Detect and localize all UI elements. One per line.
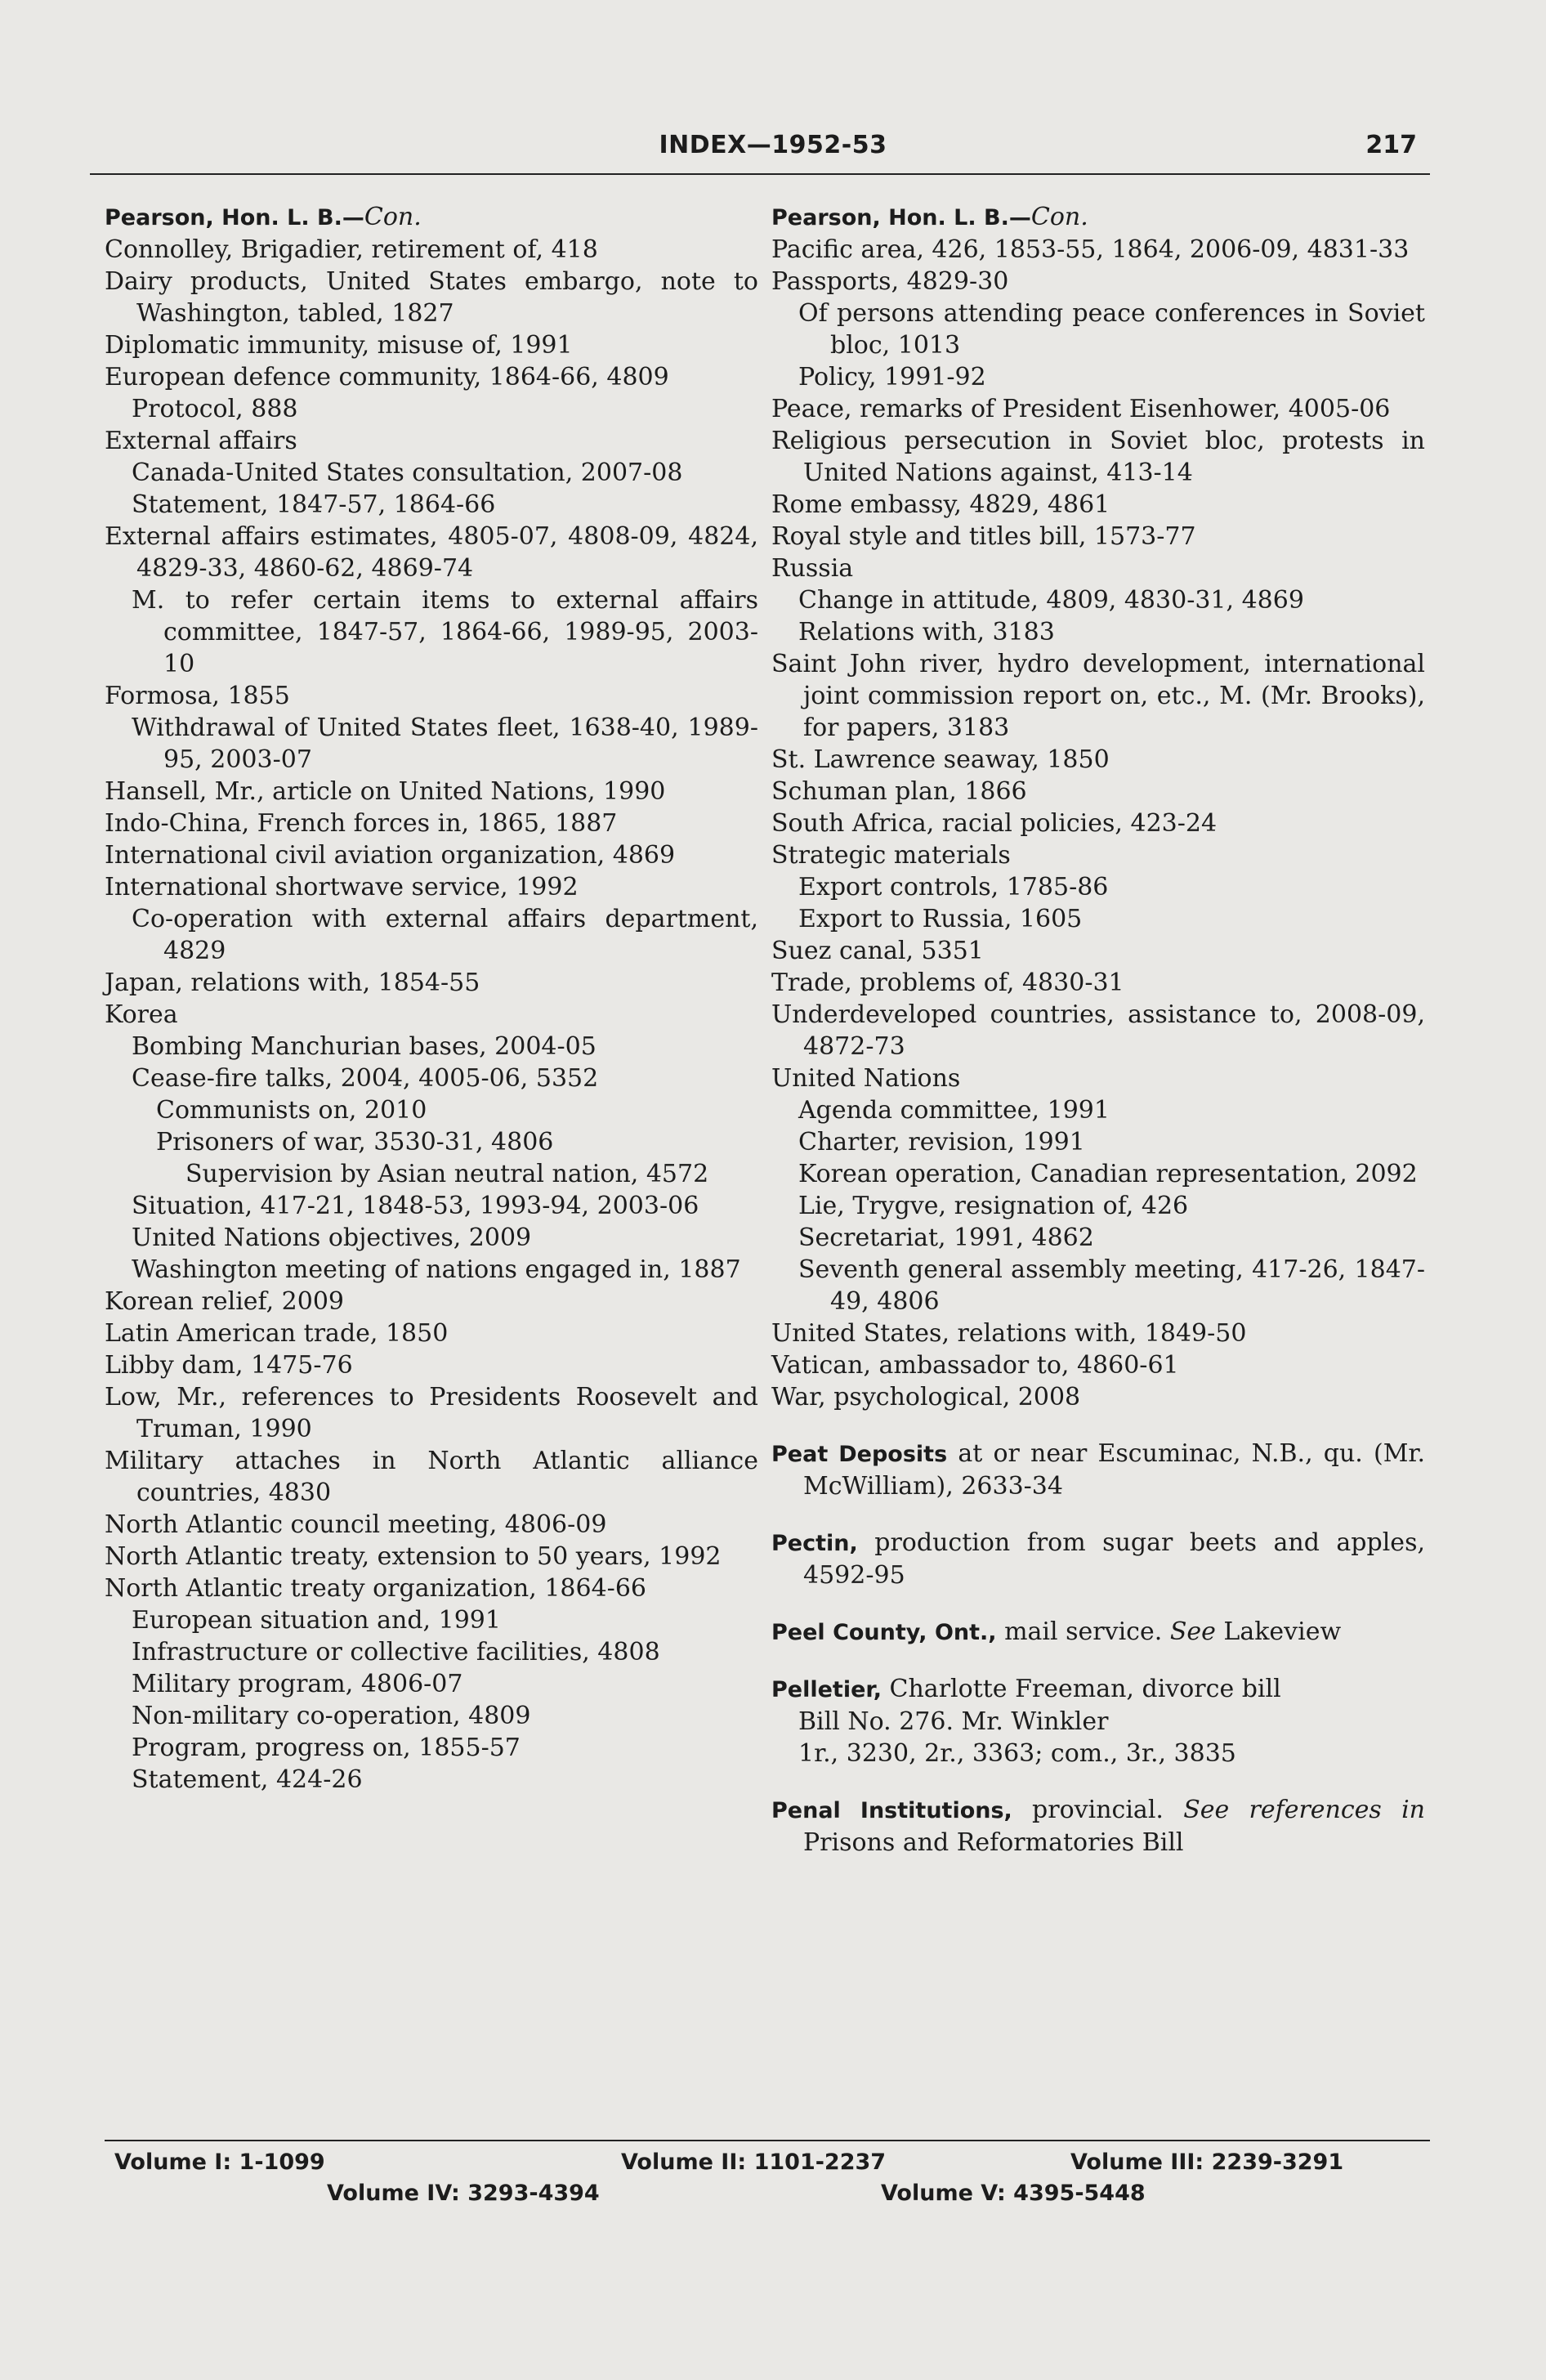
entry-text: Trade, problems of, 4830-31	[771, 969, 1124, 997]
entry-text: St. Lawrence seaway, 1850	[771, 745, 1110, 774]
entry-text: Washington meeting of nations engaged in, 1887	[132, 1255, 741, 1284]
entry-text: South Africa, racial policies, 423-24	[771, 809, 1218, 838]
entry-text: Diplomatic immunity, misuse of, 1991	[105, 331, 573, 360]
index-entry	[105, 1541, 758, 1572]
index-entry	[105, 521, 758, 584]
entry-text: Export to Russia, 1605	[798, 905, 1083, 933]
index-entry	[105, 425, 758, 457]
index-entry	[105, 839, 758, 871]
footer-divider	[105, 2140, 1430, 2141]
index-entry	[771, 776, 1425, 808]
index-entry	[105, 1732, 758, 1764]
index-entry	[105, 903, 758, 967]
entry-text: mail service.	[996, 1617, 1170, 1646]
index-entry	[105, 1318, 758, 1349]
entry-text: United Nations objectives, 2009	[132, 1224, 532, 1252]
entry-text: Passports, 4829-30	[771, 267, 1009, 296]
footer-volume-4: Volume IV: 3293-4394	[327, 2181, 600, 2206]
index-entry	[771, 744, 1425, 776]
index-entry	[771, 425, 1425, 489]
footer-volume-5: Volume V: 4395-5448	[881, 2181, 1146, 2206]
page-title: INDEX—1952-53	[659, 131, 887, 159]
entry-text: European situation and, 1991	[132, 1606, 501, 1635]
entry-text: 1r., 3230, 2r., 3363; com., 3r., 3835	[798, 1739, 1236, 1768]
index-entry	[105, 808, 758, 839]
entry-text: Seventh general assembly meeting, 417-26, 1847-49, 4806	[798, 1255, 1425, 1316]
entry-text: Protocol, 888	[132, 395, 298, 423]
entry-text: Korean relief, 2009	[105, 1287, 344, 1316]
index-entry	[105, 266, 758, 329]
entry-text: Communists on, 2010	[156, 1096, 427, 1125]
entry-text: Hansell, Mr., article on United Nations, 1990	[105, 777, 666, 806]
entry-text: Japan, relations with, 1854-55	[105, 969, 480, 997]
index-entry	[105, 393, 758, 425]
entry-text: Non-military co-operation, 4809	[132, 1702, 531, 1730]
index-entry	[105, 457, 758, 489]
index-entry	[105, 1445, 758, 1509]
entry-text: Secretariat, 1991, 4862	[798, 1224, 1094, 1252]
entry-text: Strategic materials	[771, 841, 1011, 870]
index-entry	[771, 1318, 1425, 1349]
index-entry	[105, 999, 758, 1031]
index-entry	[105, 1604, 758, 1636]
entry-text: International civil aviation organization, 4869	[105, 841, 676, 870]
index-entry	[771, 648, 1425, 744]
index-heading-entry	[771, 1527, 1425, 1591]
entry-text: production from sugar beets and apples, 4592-95	[803, 1528, 1425, 1590]
entry-text: Bill No. 276. Mr. Winkler	[798, 1707, 1109, 1736]
index-entry	[771, 999, 1425, 1062]
index-entry	[771, 1254, 1425, 1318]
entry-text: External affairs estimates, 4805-07, 4808-09, 4824, 4829-33, 4860-62, 4869-74	[105, 522, 758, 583]
index-entry	[105, 1031, 758, 1062]
index-entry	[105, 1062, 758, 1094]
footer-volume-1: Volume I: 1-1099	[114, 2150, 325, 2175]
entry-text: Charlotte Freeman, divorce bill	[882, 1675, 1281, 1703]
entry-continued: Con.	[1030, 203, 1088, 231]
entry-text: Relations with, 3183	[798, 618, 1055, 646]
index-entry	[771, 871, 1425, 903]
index-entry	[105, 776, 758, 808]
entry-text: Agenda committee, 1991	[798, 1096, 1110, 1125]
index-entry	[771, 1126, 1425, 1158]
entry-text: North Atlantic council meeting, 4806-09	[105, 1510, 607, 1539]
index-entry	[105, 1764, 758, 1796]
index-entry	[771, 967, 1425, 999]
index-entry	[105, 584, 758, 680]
index-entry	[105, 1158, 758, 1190]
entry-text: Latin American trade, 1850	[105, 1319, 449, 1348]
entry-text: Korea	[105, 1000, 178, 1029]
entry-text: Connolley, Brigadier, retirement of, 418	[105, 235, 598, 264]
entry-text: Withdrawal of United States fleet, 1638-40, 1989-95, 2003-07	[132, 714, 758, 774]
index-entry	[105, 680, 758, 712]
index-heading-entry	[771, 201, 1425, 234]
entry-text: Pacific area, 426, 1853-55, 1864, 2006-09, 4831-33	[771, 235, 1410, 264]
entry-text: Supervision by Asian neutral nation, 4572	[185, 1160, 709, 1188]
index-entry	[771, 808, 1425, 839]
entry-see-reference: See references in	[1183, 1796, 1425, 1824]
index-entry	[105, 1668, 758, 1700]
index-entry	[771, 903, 1425, 935]
footer-volume-2: Volume II: 1101-2237	[621, 2150, 887, 2175]
index-heading-entry	[771, 1794, 1425, 1859]
index-entry	[771, 521, 1425, 552]
header-divider	[90, 173, 1430, 175]
entry-text: Suez canal, 5351	[771, 937, 984, 965]
entry-text: Lie, Trygve, resignation of, 426	[798, 1192, 1189, 1220]
index-entry	[771, 393, 1425, 425]
entry-text: Indo-China, French forces in, 1865, 1887	[105, 809, 618, 838]
entry-see-reference: See	[1169, 1617, 1216, 1646]
entry-text: War, psychological, 2008	[771, 1383, 1081, 1411]
index-entry	[771, 1222, 1425, 1254]
entry-text: Korean operation, Canadian representation, 2092	[798, 1160, 1418, 1188]
index-entry	[771, 935, 1425, 967]
entry-text: Low, Mr., references to Presidents Roosevelt and Truman, 1990	[105, 1383, 758, 1443]
entry-text: Co-operation with external affairs department, 4829	[132, 905, 758, 965]
index-entry	[105, 489, 758, 521]
entry-text: North Atlantic treaty organization, 1864-66	[105, 1574, 646, 1603]
entry-text: Dairy products, United States embargo, note to Washington, tabled, 1827	[105, 267, 758, 328]
entry-continued: Con.	[364, 203, 422, 231]
entry-text: Of persons attending peace conferences in Soviet bloc, 1013	[798, 299, 1425, 360]
index-entry	[105, 1381, 758, 1445]
index-entry	[105, 234, 758, 266]
index-entry	[105, 1222, 758, 1254]
index-entry	[771, 489, 1425, 521]
entry-text: Statement, 424-26	[132, 1765, 363, 1794]
index-entry	[771, 616, 1425, 648]
page-number: 217	[1365, 131, 1417, 159]
index-heading-entry	[771, 1673, 1425, 1706]
entry-text: M. to refer certain items to external affairs committee, 1847-57, 1864-66, 1989-95, 2003-10	[132, 586, 758, 678]
entry-text: Religious persecution in Soviet bloc, protests in United Nations against, 413-14	[771, 427, 1425, 487]
entry-heading: Penal Institutions,	[771, 1798, 1012, 1823]
entry-text: International shortwave service, 1992	[105, 873, 579, 901]
footer-volume-3: Volume III: 2239-3291	[1070, 2150, 1344, 2175]
index-entry	[105, 1286, 758, 1318]
index-entry	[771, 1706, 1425, 1738]
entry-text: Underdeveloped countries, assistance to, 2008-09, 4872-73	[771, 1000, 1425, 1061]
index-entry	[105, 1254, 758, 1286]
entry-text: Russia	[771, 554, 854, 583]
entry-text: Rome embassy, 4829, 4861	[771, 490, 1110, 519]
entry-text: Situation, 417-21, 1848-53, 1993-94, 2003-06	[132, 1192, 699, 1220]
entry-text: Bombing Manchurian bases, 2004-05	[132, 1032, 597, 1061]
entry-reference-target: Prisons and Reformatories Bill	[803, 1828, 1184, 1857]
index-heading-entry	[771, 1438, 1425, 1502]
entry-text: North Atlantic treaty, extension to 50 years, 1992	[105, 1542, 722, 1571]
entry-text: Prisoners of war, 3530-31, 4806	[156, 1128, 554, 1156]
index-entry	[771, 1381, 1425, 1413]
entry-text: Policy, 1991-92	[798, 363, 986, 391]
entry-text: Military program, 4806-07	[132, 1670, 463, 1698]
entry-reference-target: Lakeview	[1215, 1617, 1342, 1646]
entry-text: Change in attitude, 4809, 4830-31, 4869	[798, 586, 1304, 615]
entry-text: Peace, remarks of President Eisenhower, 4005-06	[771, 395, 1391, 423]
entry-text: Schuman plan, 1866	[771, 777, 1027, 806]
index-entry	[771, 298, 1425, 361]
index-entry	[771, 234, 1425, 266]
index-entry	[771, 552, 1425, 584]
entry-text: Canada-United States consultation, 2007-08	[132, 459, 683, 487]
index-entry	[771, 1062, 1425, 1094]
entry-text: at or near Escuminac, N.B., qu. (Mr. McWilliam), 2633-34	[803, 1439, 1426, 1501]
entry-text: Cease-fire talks, 2004, 4005-06, 5352	[132, 1064, 599, 1093]
index-heading-entry	[771, 1616, 1425, 1649]
index-entry	[105, 967, 758, 999]
index-entry	[771, 1158, 1425, 1190]
entry-text: Export controls, 1785-86	[798, 873, 1109, 901]
entry-text: provincial.	[1012, 1796, 1184, 1824]
entry-text: Statement, 1847-57, 1864-66	[132, 490, 496, 519]
index-entry	[771, 1190, 1425, 1222]
index-entry	[771, 266, 1425, 298]
entry-heading: Peat Deposits	[771, 1442, 948, 1467]
index-entry	[105, 871, 758, 903]
entry-text: Vatican, ambassador to, 4860-61	[771, 1351, 1179, 1380]
entry-text: Royal style and titles bill, 1573-77	[771, 522, 1196, 551]
index-entry	[771, 1349, 1425, 1381]
entry-text: United States, relations with, 1849-50	[771, 1319, 1247, 1348]
index-entry	[105, 1349, 758, 1381]
entry-text: United Nations	[771, 1064, 961, 1093]
entry-text: External affairs	[105, 427, 297, 455]
entry-text: Saint John river, hydro development, international joint commission report on, etc., M. (Mr. Brooks), for papers, 3183	[771, 650, 1425, 742]
entry-heading: Pectin,	[771, 1531, 858, 1556]
index-entry	[771, 1738, 1425, 1769]
index-entry	[105, 1190, 758, 1222]
index-entry	[105, 361, 758, 393]
entry-text: Program, progress on, 1855-57	[132, 1734, 521, 1762]
index-entry	[771, 361, 1425, 393]
entry-heading: Peel County, Ont.,	[771, 1620, 997, 1645]
entry-text: Military attaches in North Atlantic alliance countries, 4830	[105, 1447, 758, 1507]
index-heading-entry	[105, 201, 758, 234]
index-entry	[105, 1700, 758, 1732]
index-entry	[771, 584, 1425, 616]
entry-text: European defence community, 1864-66, 4809	[105, 363, 669, 391]
entry-heading: Pelletier,	[771, 1677, 882, 1702]
entry-heading: Pearson, Hon. L. B.—	[105, 205, 364, 230]
left-index-column	[105, 201, 758, 1796]
entry-text: Infrastructure or collective facilities, 4808	[132, 1638, 660, 1666]
index-entry	[105, 712, 758, 776]
index-entry	[105, 1094, 758, 1126]
index-entry	[105, 1636, 758, 1668]
index-entry	[105, 1572, 758, 1604]
index-entry	[105, 1509, 758, 1541]
index-entry	[771, 839, 1425, 871]
right-index-column	[771, 201, 1425, 1859]
entry-text: Formosa, 1855	[105, 682, 290, 710]
index-entry	[771, 1094, 1425, 1126]
entry-text: Charter, revision, 1991	[798, 1128, 1085, 1156]
entry-text: Libby dam, 1475-76	[105, 1351, 353, 1380]
entry-heading: Pearson, Hon. L. B.—	[771, 205, 1031, 230]
index-entry	[105, 329, 758, 361]
index-entry	[105, 1126, 758, 1158]
